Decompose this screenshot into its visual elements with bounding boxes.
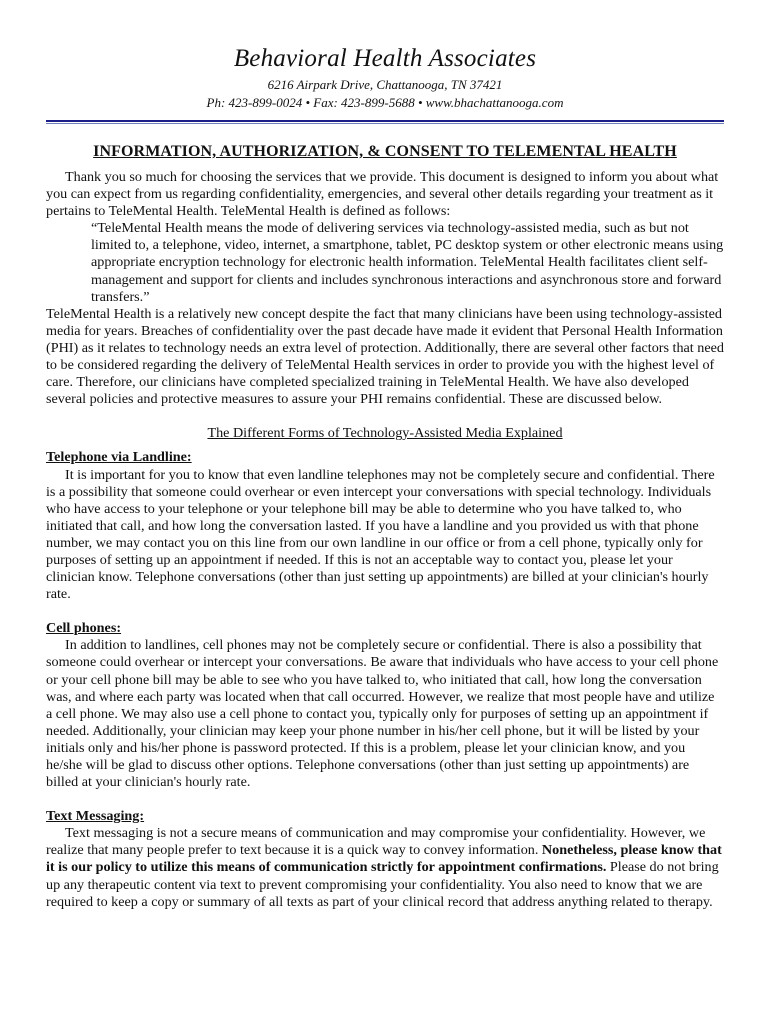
header-divider (46, 120, 724, 124)
letterhead (46, 0, 724, 112)
cell-phones-paragraph: In addition to landlines, cell phones may not be completely secure or confidential. There is also a possibility that someone could overhear or intercept your conversations. Be aware that individuals who have access to your cell phone or your cell phone bill may be able to see who you have talked to, who initiated that call, how long the conversation was, and where each party was located when that call occurred. However, we realize that most people have and utilize a cell phone. We may also use a cell phone to contact you, typically only for purposes of setting up an appointment if needed. Additionally, your clinician may keep your phone number in his/her cell phone, but it will be listed by your initials only and his/her phone is password protected. If this is a problem, please let your clinician know, and you he/she will be glad to discuss other options. Telephone conversations (other than just setting up appointments) are billed at your clinician's hourly rate. (46, 637, 719, 791)
organization-address: 6216 Airpark Drive, Chattanooga, TN 37421 (267, 77, 503, 92)
text-messaging-intro: Text messaging is not a secure means of communication and may compromise your confidentiality. However, we realize that many people prefer to text because it is a quick way to convey information. (46, 825, 706, 859)
text-messaging-policy: Nonetheless, please know that it is our policy to utilize this means of communication strictly for appointment confirmations. (46, 842, 722, 876)
media-heading: The Different Forms of Technology-Assisted Media Explained (207, 425, 563, 442)
text-messaging-heading: Text Messaging: (46, 808, 145, 825)
text-messaging-closing: Please do not bring up any therapeutic content via text to prevent compromising your confidentiality. You also need to know that we are required to keep a copy or summary of all texts as part of your clinical record that address anything related to therapy. (46, 859, 719, 910)
definition-quote: “TeleMental Health means the mode of delivering services via technology-assisted media, such as but not limited to, a telephone, video, internet, a smartphone, tablet, PC desktop system or other electronic means using appropriate encryption technology for electronic health information. TeleMental Health facilitates client self-management and support for clients and includes synchronous interactions and asynchronous store and forward transfers.” (91, 220, 724, 305)
organization-name: Behavioral Health Associates (233, 45, 537, 72)
document-body (46, 169, 724, 911)
organization-contact: Ph: 423-899-0024 • Fax: 423-899-5688 • www.bhachattanooga.com (206, 95, 564, 110)
landline-heading: Telephone via Landline: (46, 449, 192, 466)
text-messaging-paragraph (46, 825, 724, 910)
cell-phones-heading: Cell phones: (46, 620, 122, 637)
overview-paragraph: TeleMental Health is a relatively new concept despite the fact that many clinicians have been using technology-assisted media for years. Breaches of confidentiality over the past decade have made it evident that Personal Health Information (PHI) as it relates to technology needs an extra level of protection. Additionally, there are several other factors that need to be considered regarding the delivery of TeleMental Health services in order to provide you with the highest level of care. Therefore, our clinicians have completed specialized training in TeleMental Health. We have also developed several policies and protective measures to assure your PHI remains confidential. These are discussed below. (46, 305, 724, 408)
intro-paragraph: Thank you so much for choosing the services that we provide. This document is designed to inform you about what you can expect from us regarding confidentiality, emergencies, and several other details regarding your treatment as it pertains to TeleMental Health. TeleMental Health is defined as follows: (46, 169, 719, 220)
document-title: INFORMATION, AUTHORIZATION, & CONSENT TO TELEMENTAL HEALTH (93, 143, 677, 160)
landline-paragraph: It is important for you to know that even landline telephones may not be completely secure and confidential. There is a possibility that someone could overhear or even intercept your conversations with special technology. Individuals who have access to your telephone or your telephone bill may be able to determine who you have talked to, who initiated that call, and how long the conversation lasted. If you have a landline and you provided us with that phone number, we may contact you on this line from our own landline in our office or from a cell phone, typically only for purposes of setting up an appointment if needed. If this is not an acceptable way to contact you, please let your clinician know. Telephone conversations (other than just setting up appointments) are billed at your clinician's hourly rate. (46, 466, 715, 603)
